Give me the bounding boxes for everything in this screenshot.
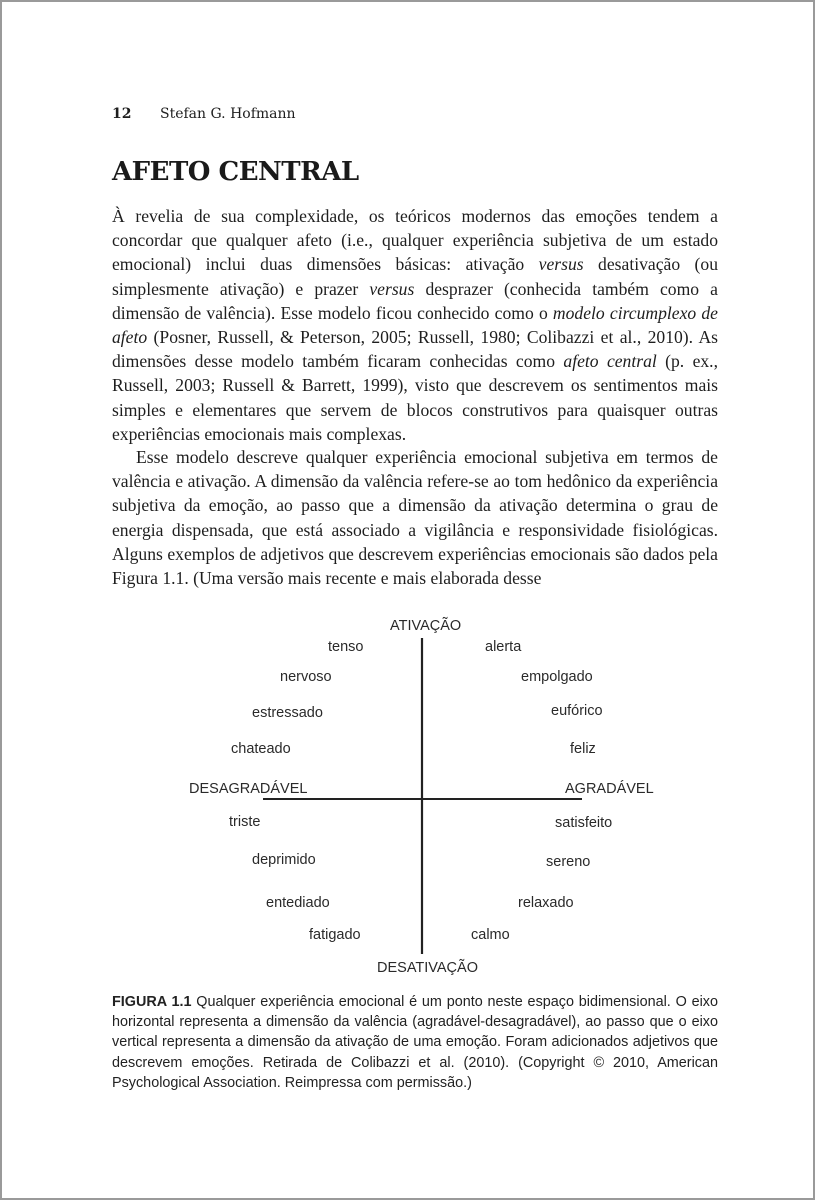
text-run: À revelia de sua complexidade, os teóricos modernos das emoções tendem a concordar que qualquer afeto (i.e., qualquer experiência subjetiva de um estado emocional) inclui duas dimensões básicas: ativação xyxy=(112,206,718,275)
italic-run: afeto central xyxy=(563,351,657,372)
adjective-label: tenso xyxy=(328,639,364,655)
page-number: 12 xyxy=(112,106,132,122)
axis-label-top: ATIVAÇÃO xyxy=(390,618,462,634)
italic-run: versus xyxy=(538,254,584,275)
adjective-label: triste xyxy=(229,814,261,830)
adjective-label: nervoso xyxy=(280,669,332,685)
adjective-label: chateado xyxy=(231,741,291,757)
text-run: desativação (ou simplesmente ativação) e prazer xyxy=(112,254,719,299)
caption-text: Qualquer experiência emocional é um ponto neste espaço bidimensional. O eixo horizontal representa a dimensão da valência (agradável-desagradável), ao passo que o eixo vertical representa a dimensão da ativação de uma emoção. Foram adicionados adjetivos que descrevem emoções. Retirada de Colibazzi et al. (2010). (Copyright © 2010, American Psychological Association. Reimpressa com permissão.) xyxy=(112,994,718,1091)
adjective-label: alerta xyxy=(485,639,522,655)
running-head xyxy=(112,106,296,122)
adjective-label: sereno xyxy=(546,854,591,870)
paragraph-2-text: Esse modelo descreve qualquer experiência emocional subjetiva em termos de valência e ativação. A dimensão da valência refere-se ao tom hedônico da experiência subjetiva da emoção, ao passo que a dimensão da ativação determina o grau de energia dispensada, que está associado a vigilância e responsividade fisiológicas. Alguns exemplos de adjetivos que descrevem experiências emocionais são dados pela Figura 1.1. (Uma versão mais recente e mais elaborada desse xyxy=(112,447,718,589)
adjective-label: eufórico xyxy=(551,703,603,719)
adjective-label: empolgado xyxy=(521,669,593,685)
adjective-label: entediado xyxy=(266,895,330,911)
text-run: (Posner, Russell, & Peterson, 2005; Russell, 1980; Colibazzi et al., 2010). As dimensões desse modelo também ficaram conhecidas como xyxy=(112,327,718,372)
adjective-label: feliz xyxy=(570,741,596,757)
figure-caption xyxy=(112,992,718,1093)
paragraph-1 xyxy=(112,204,718,446)
italic-run: modelo circumplexo de afeto xyxy=(112,302,718,348)
axis-label-left: DESAGRADÁVEL xyxy=(189,781,308,797)
section-heading: AFETO CENTRAL xyxy=(112,157,359,187)
italic-run: versus xyxy=(369,278,415,299)
axis-label-right: AGRADÁVEL xyxy=(565,781,654,797)
caption-label: FIGURA 1.1 xyxy=(112,994,192,1010)
text-run: desprazer (conhecida também como a dimensão de valência). Esse modelo ficou conhecido como o xyxy=(112,278,718,323)
paragraph-1-text xyxy=(112,204,718,446)
adjective-label: deprimido xyxy=(252,852,316,868)
adjective-label: fatigado xyxy=(309,927,361,943)
author-name: Stefan G. Hofmann xyxy=(160,106,296,122)
adjective-label: satisfeito xyxy=(555,815,613,831)
paragraph-2 xyxy=(112,445,718,590)
axis-label-bottom: DESATIVAÇÃO xyxy=(377,960,478,976)
adjective-label: relaxado xyxy=(518,895,574,911)
adjective-label: calmo xyxy=(471,927,510,943)
text-run: (p. ex., Russell, 2003; Russell & Barrett, 1999), visto que descrevem os sentimentos mais simples e elementares que servem de blocos construtivos para quaisquer outras experiências emocionais mais complexas. xyxy=(112,351,718,444)
adjective-label: estressado xyxy=(252,705,323,721)
